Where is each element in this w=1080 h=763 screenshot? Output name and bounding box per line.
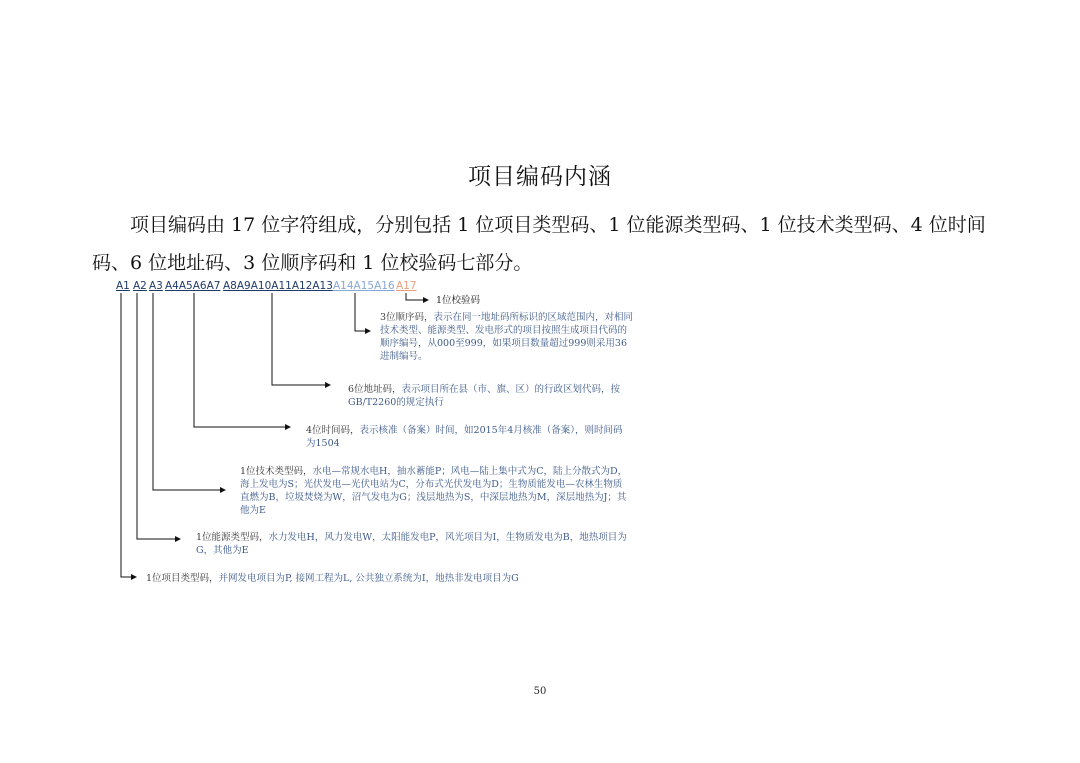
note-sequence-code (380, 311, 636, 363)
note-energy-body: 水力发电H，风力发电W，太阳能发电P，风光项目为I，生物质发电为B，地热项目为G，其他为E (196, 532, 627, 556)
page-number: 50 (533, 686, 547, 697)
note-project-lead: 1位项目类型码， (146, 573, 219, 584)
note-tech-body: 水电—常规水电H，抽水蓄能P；风电—陆上集中式为C，陆上分散式为D，海上发电为S；光伏发电—光伏电站为C，分布式光伏发电为D；生物质能发电—农林生物质直燃为B，垃圾焚烧为W，沼气发电为G；浅层地热为S，中深层地热为M，深层地热为J；其他为E (240, 466, 628, 516)
note-address-code (348, 383, 638, 409)
note-energy-lead: 1位能源类型码， (196, 532, 269, 543)
note-sequence-lead: 3位顺序码， (380, 312, 434, 323)
code-a1: A1 (116, 280, 130, 292)
code-a8-a13: A8A9A10A11A12A13 (223, 280, 333, 292)
note-tech-lead: 1位技术类型码， (240, 466, 313, 477)
note-project-body: 并网发电项目为P, 接网工程为L, 公共独立系统为I，地热非发电项目为G (218, 573, 519, 584)
connector-sequence (355, 293, 370, 331)
page-title: 项目编码内涵 (468, 164, 612, 190)
connector-tech (153, 293, 225, 490)
note-time-body: 表示核准（备案）时间，如2015年4月核准（备案），则时间码为1504 (306, 425, 623, 449)
note-energy-code (196, 531, 634, 557)
note-project-code (146, 572, 616, 585)
note-sequence-body: 表示在同一地址码所标识的区域范围内，对相同技术类型、能源类型、发电形式的项目按照生成项目代码的顺序编号，从000至999，如果项目数量超过999则采用36进制编号。 (380, 312, 634, 362)
connector-a17 (406, 293, 428, 300)
note-check-code: 1位校验码 (436, 295, 481, 306)
code-a4-a7: A4A5A6A7 (165, 280, 221, 292)
connector-project (121, 293, 136, 577)
connector-time (194, 293, 290, 427)
connector-energy (137, 293, 180, 539)
code-a14-a16: A14A15A16 (333, 280, 395, 292)
note-time-lead: 4位时间码， (306, 425, 360, 436)
code-a17: A17 (396, 280, 417, 292)
note-tech-code (240, 465, 628, 517)
code-a3: A3 (149, 280, 163, 292)
connector-address (272, 293, 330, 385)
code-a2: A2 (133, 280, 147, 292)
note-address-lead: 6位地址码， (348, 384, 402, 395)
note-address-body: 表示项目所在县（市、旗、区）的行政区划代码，按GB/T2260的规定执行 (348, 384, 621, 408)
intro-paragraph: 项目编码由 17 位字符组成，分别包括 1 位项目类型码、1 位能源类型码、1 位技术类型码、4 位时间码、6 位地址码、3 位顺序码和 1 位校验码七部分。 (92, 214, 986, 274)
note-time-code (306, 424, 628, 450)
